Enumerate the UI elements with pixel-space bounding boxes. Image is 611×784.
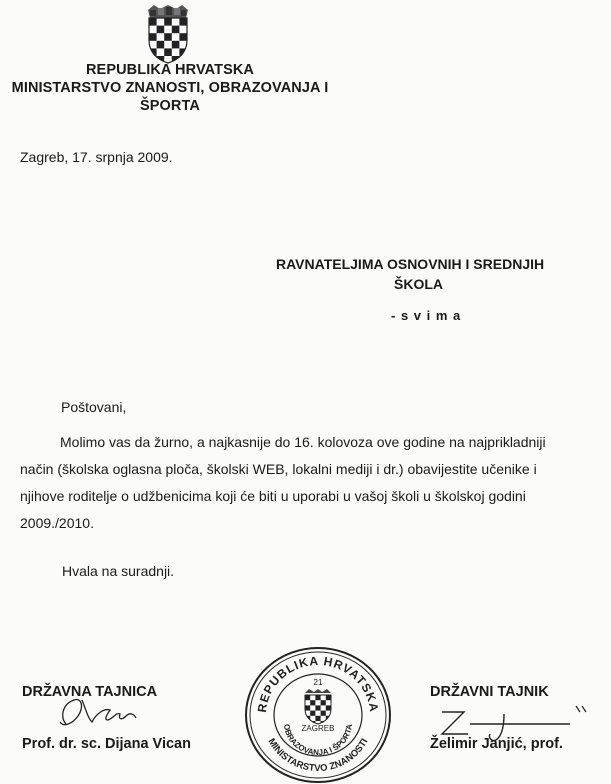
left-signatory-title: DRŽAVNA TAJNICA [22,684,158,700]
ministry-header-line2: MINISTARSTVO ZNANOSTI, OBRAZOVANJA I [11,80,329,96]
recipient-line2: ŠKOLA [394,276,443,292]
recipient-line1: RAVNATELJIMA OSNOVNIH I SREDNJIH [276,256,545,272]
letter-date: Zagreb, 17. srpnja 2009. [20,149,173,165]
croatian-coat-of-arms-icon [146,4,190,64]
stamp-bottom-text: MINISTARSTVO ZNANOSTI [265,736,371,775]
stamp-inner-text: OBRAZOVANJA I ŠPORTA [281,723,355,758]
paragraph-line: način (školska oglasna ploča, školski WEB, lokalni mediji i dr.) obavijestite učenike i [20,461,537,477]
ministry-header-line1: REPUBLIKA HRVATSKA [85,62,255,78]
stamp-number: 21 [313,678,323,687]
ministry-header-line3: ŠPORTA [140,98,200,114]
stamp-crest-icon [305,689,331,726]
paragraph-line: Molimo vas da žurno, a najkasnije do 16. kolovoza ove godine na najprikladniji [60,434,546,450]
stamp-outer-text: REPUBLIKA HRVATSKA [254,653,382,714]
greeting: Poštovani, [61,399,127,415]
closing: Hvala na suradnji. [62,563,175,579]
right-signatory-title: DRŽAVNI TAJNIK [430,684,549,700]
left-signatory-name: Prof. dr. sc. Dijana Vican [22,736,191,752]
right-signatory-name: Želimir Janjić, prof. [430,736,563,752]
left-handwritten-signature [52,694,152,738]
recipient-line3: - s v i m a [391,308,462,323]
paragraph-line: 2009./2010. [20,515,94,531]
official-seal-stamp [244,645,392,784]
paragraph-line: njihove roditelje o udžbenicima koji će biti u uporabi u vašoj školi u školskoj godini [20,488,526,504]
stamp-city: ZAGREB [301,724,335,733]
